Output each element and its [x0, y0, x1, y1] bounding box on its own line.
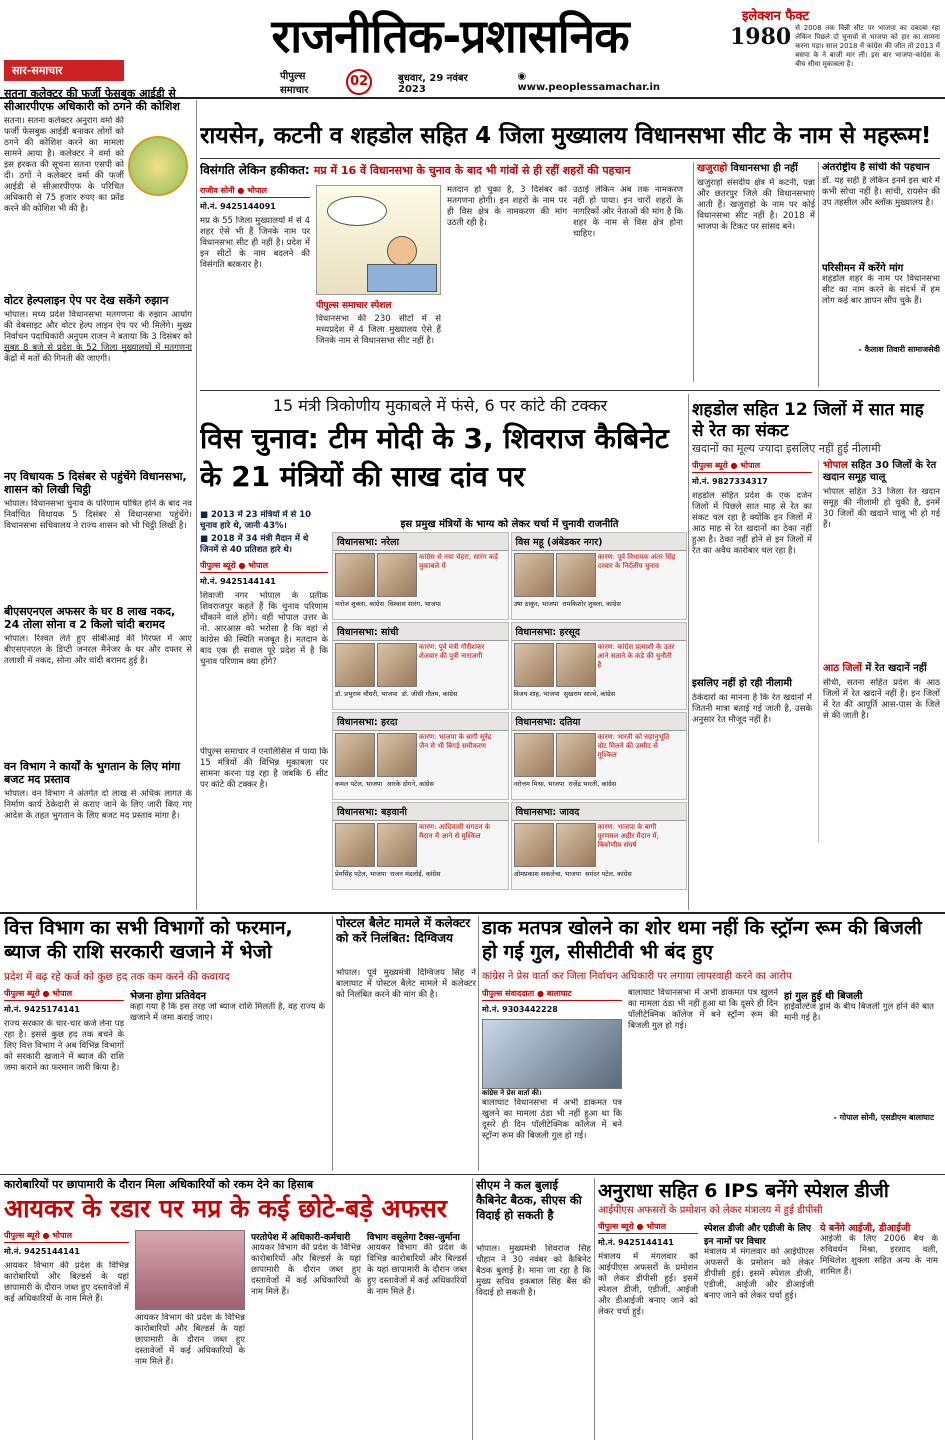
story-new-mla	[4, 470, 192, 609]
story-headline: पोस्टल बैलेट मामले में कलेक्टर को करें निलंबित: दिग्विजय	[336, 916, 471, 945]
seat-name: विधानसभा: नरेला	[333, 533, 508, 551]
story-body: राज्य सरकार के चार-चार कर्ज लेना पड़ रहा है। इससे कुछ हद तक बचने के लिए वित्त विभाग ने अब विभिन्न विभागों को सरकारी खजाने में ब्याज की राशि जमा कराने का फरमान जारी किया है।	[4, 1019, 124, 1073]
story-body: सतना। सतना कलेक्टर अनुराग वर्मा की फर्जी फेसबुक आईडी बनाकर लोगों को ठगने की कोशिश करने का मामला सामने आया है। कलेक्टर ने वर्मा को इस हरकत की सूचना सतना एसपी को दी। ठगों ने कलेक्टर वर्मा की फर्जी आईडी से सीआरपीएफ के परिचित अधिकारी से 75 हजार रुपए का फ्रॉड करने की कोशिश भी की है।	[4, 116, 124, 214]
candidate-name: समंदर पटेल, कांग्रेस	[585, 870, 632, 878]
income-tax-story	[4, 1178, 469, 1440]
story-headline: मप्र में 16 वें विधानसभा के चुनाव के बाद भी गांवों से ही रहीं शहरों की पहचान	[313, 164, 631, 177]
seat-name: विधानसभा: हरसूद	[512, 623, 687, 641]
ministers-grid-box	[332, 516, 687, 906]
story-kicker: 15 मंत्री त्रिकोणीय मुकाबले में फंसे, 6 पर कांटे की टक्कर	[272, 396, 608, 415]
subhead: भेजना होगा प्रतिवेदन	[130, 991, 207, 1002]
candidate-name: विश्वास सारंग, भाजपा	[388, 600, 441, 608]
subhead: ये बनेंगे आईजी, डीआईजी	[820, 1223, 911, 1234]
story-headline: सतना कलेक्टर की फर्जी फेसबुक आईडी से सीआरपीएफ अधिकारी को ठगने की कोशिश	[4, 87, 180, 113]
ips-promotion-story	[598, 1178, 940, 1440]
website-link[interactable]: ◉ www.peoplessamachar.in	[517, 71, 661, 93]
mobile-number: मो.नं. 9303442228	[482, 1005, 558, 1014]
seat-card	[332, 532, 509, 620]
story-forest	[4, 760, 192, 909]
seat-note: कारण: भारती को सहानुभूति वोट मिलने की उम्मीद से मुश्किल	[597, 733, 670, 759]
story-headline: आयकर के रडार पर मप्र के कई छोटे-बड़े अफसर	[4, 1194, 448, 1223]
candidate-name: विजय शाह, भाजपा	[513, 690, 560, 698]
byline: पीपुल्स ब्यूरो ● भोपाल	[4, 1230, 129, 1243]
candidate-photo	[377, 823, 417, 867]
story-body: शहडोल सहित प्रदेश के एक दर्जन जिलों में पिछले सात माह से रेत का संकट चल रहा है क्योंकि इन जिलों में आठ माह से रेत खदानों का ठेका नहीं हुआ है। ठेका नहीं होने से इन जिलों में रेत का अवैध कारोबार चल रहा है।	[692, 491, 812, 556]
story-body: मतदान हो चुका है, 3 दिसंबर को मतगणना होगी। इन शहरों के नाम पर ही विस क्षेत्र के नामकरण की मांग उठती रही है।	[447, 185, 567, 228]
mobile-number: मो.नं. 9425144091	[200, 202, 276, 211]
candidate-photo	[556, 823, 596, 867]
seat-card	[332, 622, 509, 710]
story-headline: अनुराधा सहित 6 IPS बनेंगे स्पेशल डीजी	[598, 1180, 889, 1202]
seat-name: विधानसभा: दतिया	[512, 713, 687, 731]
byline: राजीव सोनी ● भोपाल	[200, 185, 310, 198]
seat-name: विधानसभा: सांची	[333, 623, 508, 641]
strongroom-story	[482, 916, 940, 1171]
story-body: आयकर विभाग की प्रदेश के विभिन्न कारोबारियों और बिल्डर्स के यहां छापामारी के दौरान जब्त हुए दस्तावेजों में कई अधिकारियों के नाम मिले हैं।	[251, 1243, 361, 1297]
story-headline: अंतर्राष्ट्रीय है सांची की पहचान	[822, 162, 930, 173]
candidate-photo	[556, 553, 596, 597]
publisher-name: पीपुल्स समाचार	[280, 71, 309, 96]
election-fact-box	[730, 6, 940, 76]
side-headline: सहित 30 जिलों के रेत खदान समूह चालू	[823, 460, 937, 483]
press-conference-photo	[482, 1019, 622, 1089]
story-body: शिवाजी नगर भोपाल के प्रतीक शिवराजपुर कहते हैं कि चुनाव परिणाम चौंकाने वाले होंगे। वहीं भोपाल उत्तर के नो. आरआस को भरोसा है कि वहां से कांग्रेस की स्थिति मजबूत है। मतदान के बाद एक ही सवाल पूरे प्रदेश में है कि चुनाव परिणाम क्या होंगे?	[200, 591, 328, 667]
story-body: सीधी, सतना सहित प्रदेश के आठ जिलों में रेत खदानें नहीं हैं। इन जिलों में रेत की आपूर्ति आस-पास के जिले से की जाती है।	[823, 678, 940, 721]
story-body: मंत्रालय में मंगलवार को आईपीएस अफसरों के प्रमोशन को लेकर डीपीसी हुई। इसमें स्पेशल डीजी, एडीजी, आईजी और डीआईजी बनाए जाने को लेकर चर्चा हुई।	[704, 1247, 814, 1301]
seat-card	[511, 712, 688, 800]
seat-note: कांग्रेस से नया चेहरा, सारंग कड़ें मुकाबले में	[419, 553, 499, 570]
candidate-photo	[377, 553, 417, 597]
story-body: बालाघाट विधानसभा में अभी डाकमत पत्र खुलने का मामला ठंडा भी नहीं हुआ था कि दूसरे ही दिन पॉलीटेक्निक कॉलेज में बने स्ट्रॉन्ग रूम की बिजली गुल हो गई।	[482, 1098, 622, 1141]
candidate-photo	[556, 733, 596, 777]
candidate-photo	[514, 553, 554, 597]
election-fact-text: से 2008 तक विन्नी सीट पर भाजपा का दबदबा रहा लेकिन पिछले दो चुनावों से भाजपा को हार का सामना करना पड़ा। साल 2018 में कांग्रेस की जीत तो 2013 में बसपा के ने बाजी मार ली। इस बार भाजपा-कांग्रेस के बीच सीधा मुकाबला है।	[795, 24, 940, 68]
story-body: भोपाल सहित 33 जिला रेत खदान समूह की नीलामी हो चुकी है, इनमें 30 जिलों की खदानें चालू भी हो गई हैं।	[823, 487, 940, 530]
story-body: पीपुल्स समाचार ने एनालिसिस में पाया कि 15 मंत्रियों की विभिन्न मुकाबला पर सामना करना पड़ रहा है जबकि 6 सीट पर कांटे की टक्कर है।	[200, 747, 328, 790]
story-body: मप्र के 55 जिला मुख्यालयों में से 4 शहर ऐसे भी हैं जिनके नाम पर विधानसभा सीट ही नहीं है। प्रदेश में इन सीटों के नाम बदलने की विसंगति बरकरार है।	[200, 216, 310, 270]
satna-logo-image	[128, 136, 188, 196]
story-subhead: प्रदेश में बढ़ रहे कर्ज को कुछ हद तक कम करने की कवायद	[4, 971, 230, 983]
postal-ballot-story	[336, 916, 476, 1171]
mobile-number: मो.नं. 9425174141	[4, 1005, 80, 1014]
ministers-left-text	[200, 510, 328, 910]
cartoon-illustration	[316, 185, 441, 295]
subhead: स्पेशल डीजी और एडीजी के लिए इन नामों पर विचार	[704, 1224, 811, 1247]
quote-sign: - गोपाल सोनी, एसडीएम बालाघाट	[833, 1113, 934, 1122]
mobile-number: मो.नं. 9827334317	[692, 477, 768, 486]
subhead: हां गुल हुई थी बिजली	[784, 991, 863, 1002]
candidate-name: डॉ. जीसी गौतम, कांग्रेस	[401, 690, 458, 698]
candidate-name: मनोज शुक्ला, कांग्रेस	[335, 600, 384, 608]
subhead: परिसीमन में करेंगे मांग	[822, 263, 904, 274]
subhead: परतोपेश में अधिकारी-कर्मचारी	[251, 1233, 351, 1243]
story-bsnl	[4, 605, 192, 744]
edition-date: बुधवार, 29 नवंबर 2023	[398, 72, 468, 95]
grid-title: इस प्रमुख मंत्रियों के भाग्य को लेकर चर्चा में चुनावी राजनीति	[400, 519, 619, 530]
candidate-name: रामकिशोर शुक्ला, कांग्रेस	[562, 600, 621, 608]
seat-card	[511, 802, 688, 890]
seat-name: विधानसभा: बड़वानी	[333, 803, 508, 821]
income-tax-building-photo	[135, 1230, 245, 1310]
finance-story	[4, 916, 329, 1171]
story-headline: नए विधायक 5 दिसंबर से पहुंचेंगे विधानसभा, शासन को लिखी चिट्ठी	[4, 470, 187, 496]
candidate-name: आरके दोगने, कांग्रेस	[386, 780, 434, 788]
seat-card	[511, 622, 688, 710]
sanchi-identity-box	[822, 162, 940, 387]
seat-name: विधानसभा: जावद	[512, 803, 687, 821]
candidate-name: नरोत्तम मिश्रा, भाजपा	[513, 780, 565, 788]
page-masthead	[230, 8, 670, 98]
mobile-number: मो.नं. 9425144141	[598, 1238, 674, 1247]
candidate-photo	[514, 733, 554, 777]
story-headline: डाक मतपत्र खोलने का शोर थमा नहीं कि स्ट्रॉन्ग रूम की बिजली हो गई गुल, सीसीटीवी भी बंद हुए	[482, 917, 922, 963]
story-headline: विस चुनाव: टीम मोदी के 3, शिवराज कैबिनेट के 21 मंत्रियों की साख दांव पर	[200, 422, 669, 493]
seat-note: कारण: कांग्रेस प्रत्याशी के उतर आने सताने के कंडे की चुनौती है	[597, 643, 675, 669]
story-body: भोपाल। मुख्यमंत्री शिवराज सिंह चौहान ने 30 नवंबर को कैबिनेट बैठक बुलाई है। माना जा रहा है कि मुख्य सचिव इकबाल सिंह बैंस की विदाई हो सकती है।	[476, 1244, 591, 1298]
story-body: भोपाल। विधानसभा चुनाव के परिणाम घोषित होने के बाद नव निर्वाचित विधायक 5 दिसंबर से विधानसभा पहुंचेंगे। विधानसभा सचिवालय ने राज्य शासन को भी चिट्ठी लिखी है।	[4, 499, 192, 531]
bullet-1: ■ 2013 में 23 मंत्रियों में से 10 चुनाव हारे थे, जानी 43%।	[200, 510, 312, 531]
story-body: आयकर विभाग की प्रदेश के विभिन्न कारोबारियों और बिल्डर्स के यहां छापामारी के दौरान जब्त हुए दस्तावेजों में कई अधिकारियों के नाम मिले हैं।	[135, 1313, 245, 1367]
candidate-photo	[514, 823, 554, 867]
seat-card	[332, 802, 509, 890]
candidate-name: सुखराम साल्वे, कांग्रेस	[563, 690, 616, 698]
seat-card	[511, 532, 688, 620]
candidate-photo	[556, 643, 596, 687]
khajuraho-story	[697, 162, 815, 387]
story-body: खजुराहो संसदीय क्षेत्र में कटनी, पन्ना और छतरपुर जिले की विधानसभाएं आती हैं। खजुराहो के नाम पर कोई विधानसभा सीट नहीं है। 2018 में भाजपा के टिकट पर सांसद बने।	[697, 178, 815, 232]
section-header-saar: सार-समाचार	[4, 60, 124, 81]
seat-name: विधानसभा: हरदा	[333, 713, 508, 731]
story-body: मंत्रालय में मंगलवार को आईपीएस अफसरों के प्रमोशन को लेकर डीपीसी हुई। इसमें स्पेशल डीजी, एडीजी, आईजी और डीआईजी बनाए जाने को लेकर चर्चा हुई।	[598, 1252, 698, 1317]
visangati-story	[200, 162, 690, 432]
story-headline: बीएसएनएल अफसर के घर 8 लाख नकद, 24 तोला सोना व 2 किलो चांदी बरामद	[4, 605, 176, 631]
candidate-photo	[335, 733, 375, 777]
top-banner-headline: रायसेन, कटनी व शहडोल सहित 4 जिला मुख्यालय विधानसभा सीट के नाम से महरूम!	[200, 123, 932, 149]
story-body: बालाघाट विधानसभा में अभी डाकमत पत्र खुलने का मामला ठंडा भी नहीं हुआ था कि दूसरे ही दिन पॉलीटेक्निक कॉलेज में बने स्ट्रॉन्ग रूम की बिजली गुल हो गई।	[628, 988, 778, 1031]
story-headline: विधानसभा ही नहीं	[730, 163, 798, 174]
story-tag: खजुराहो	[697, 163, 728, 174]
photo-caption: कांग्रेस ने प्रेस वार्ता की।	[482, 1089, 542, 1097]
story-subhead: कांग्रेस ने प्रेस वार्ता कर जिला निर्वाचन अधिकारी पर लगाया लापरवाही करने का आरोप	[482, 971, 792, 982]
election-fact-year: 1980	[730, 24, 792, 50]
story-headline: सीएम ने कल बुलाई कैबिनेट बैठक, सीएस की विदाई हो सकती है	[476, 1178, 582, 1222]
story-body: आयकर विभाग की प्रदेश के विभिन्न कारोबारियों और बिल्डर्स के यहां छापामारी के दौरान जब्त हुए दस्तावेजों में कई अधिकारियों के नाम मिले हैं।	[4, 1261, 129, 1304]
candidate-photo	[335, 643, 375, 687]
side-tag: आठ जिलों	[823, 663, 862, 674]
story-headline: वित्त विभाग का सभी विभागों को फरमान, ब्याज की राशि सरकारी खजाने में भेजो	[4, 917, 293, 963]
story-body: भोपाल। पूर्व मुख्यमंत्री दिग्विजय सिंह ने बालाघाट में पोस्टल बैलेट मामले में कलेक्टर को निलंबित करने की मांग की है।	[336, 968, 476, 1000]
seat-note: कारण: भाजपा के बागी पूरणमल अहीर मैदान में, त्रिकोणीय संघर्ष	[597, 823, 659, 849]
story-body: आईजी के लिए 2006 बैच के रुचिवर्धन मिश्रा, इरशाद वली, मिथिलेश शुक्ला सहित अन्य के नाम शामिल हैं।	[820, 1234, 938, 1277]
candidate-name: ओमप्रकाश सकलेचा, भाजपा	[513, 870, 582, 878]
bullet-2: ■ 2018 में 34 मंत्री मैदान में थे जिनमें से 40 प्रतिशत हारे थे।	[200, 534, 309, 555]
page-number-badge: 02	[346, 69, 372, 95]
seat-card	[332, 712, 509, 800]
candidate-name: राजन मंडलोई, कांग्रेस	[390, 870, 441, 878]
story-body: भोपाल। वन विभाग ने अंतर्गत दो लाख से अधिक लागत के निर्माण कार्य ठेकेदारी से कराए जाने के लिए जारी किए गए आदेश के तहत भुगतान के लिए बजट मद प्रस्ताव मांगा है।	[4, 789, 192, 821]
seat-note: कारण: पूर्व मंत्री गौरीशंकर शेजवार की पुत्री नाराजगी	[419, 643, 485, 660]
story-body: शहडोल शहर के नाम पर विधानसभा सीट का नाम करने के संदर्भ में हम लोग कई बार ज्ञापन सौंप चुके हैं।	[822, 274, 940, 306]
candidate-photo	[514, 643, 554, 687]
byline: पीपुल्स ब्यूरो ● भोपाल	[4, 988, 124, 1001]
story-body: आयकर विभाग की प्रदेश के विभिन्न कारोबारियों और बिल्डर्स के यहां छापामारी के दौरान जब्त हुए दस्तावेजों में कई अधिकारियों के नाम मिले हैं।	[367, 1243, 467, 1297]
candidate-name: उषा ठाकुर, भाजपा	[513, 600, 559, 608]
globe-icon: ◉	[517, 71, 527, 82]
seat-note: कारण: आदिवासी संगठन के मैदान में आने से मुश्किल	[419, 823, 491, 840]
special-tag: पीपुल्स समाचार स्पेशल	[316, 301, 392, 311]
story-body: भोपाल। मध्य प्रदेश विधानसभा मतगणना के रुझान आयोग की वेबसाइट और वोटर हेल्प लाइन ऐप पर भी मिलेंगे। मुख्य निर्वाचन पदाधिकारी अनुपम राजन ने बताया कि 3 दिसंबर को सुबह 8 बजे से प्रदेश के 52 जिला मुख्यालयों में मतगणना केंद्रों में मतों की गिनती की जाएगी।	[4, 310, 192, 364]
election-fact-label: इलेक्शन फैक्ट	[742, 9, 810, 24]
story-body: डॉ. यह सही है लेकिन इनमें इस बारे में कभी सोचा नहीं है। सांची, रायसेन की उप तहसील और ब्लॉक मुख्यालय है।	[822, 176, 940, 208]
story-satna	[4, 87, 192, 326]
seat-note: कारण: भाजपा के बागी सुरेंद्र जैन से भी बिगड़े समीकरण	[419, 733, 492, 750]
quote-sign: - कैलाश तिवारी सामाजसेवी	[858, 345, 940, 354]
byline: पीपुल्स ब्यूरो ● भोपाल	[692, 460, 812, 473]
side-headline: में रेत खदानें नहीं	[865, 663, 927, 674]
story-body: विधानसभा की 230 सीटों में से मध्यप्रदेश में 4 जिला मुख्यालय ऐसे हैं जिनके नाम से विधानसभा सीट नहीं है।	[316, 314, 441, 346]
story-headline: वोटर हेल्पलाइन ऐप पर देख सकेंगे रुझान	[4, 294, 169, 307]
story-headline: शहडोल सहित 12 जिलों में सात माह से रेत का संकट	[692, 400, 924, 441]
story-kicker: विसंगति लेकिन हकीकत:	[200, 163, 310, 177]
story-body: कहा गया है कि इस तरह जो ब्याज राशि मिलती है, वह राज्य के खजाने में जमा कराई जाए।	[130, 1002, 325, 1023]
side-tag: भोपाल	[823, 460, 848, 471]
subhead: इसलिए नहीं हो रही नीलामी	[692, 678, 792, 689]
candidate-name: प्रेमसिंह पटेल, भाजपा	[335, 870, 387, 878]
story-subhead: आईपीएस अफसरों के प्रमोशन को लेकर मंत्रालय में हुई डीपीसी	[598, 1205, 823, 1216]
candidate-photo	[335, 823, 375, 867]
mobile-number: मो.नं. 9425144141	[4, 1247, 80, 1256]
candidate-photo	[377, 643, 417, 687]
story-body: हाईवोल्टेज ड्रामे के बीच बिजली गुल होने की बात मानी गई है।	[784, 1002, 934, 1023]
candidate-name: कमल पटेल, भाजपा	[335, 780, 383, 788]
story-voter-helpline	[4, 294, 192, 470]
byline: पीपुल्स संवाददाता ● बालाघाट	[482, 988, 622, 1001]
page-title: राजनीतिक-प्रशासनिक	[271, 9, 629, 63]
subhead: विभाग वसूलेगा टैक्स-जुर्माना	[367, 1233, 460, 1243]
shahdol-story	[692, 400, 940, 910]
byline: पीपुल्स ब्यूरो ● भोपाल	[200, 560, 328, 573]
seat-name: विस महू (अंबेडकर नगर)	[512, 533, 687, 551]
story-body: उठाई लेकिन अब तक नामकरण नहीं हो पाया। इन चारों शहरों के नागरिकों और नेताओं की मांग है कि शहर के नाम से विस क्षेत्र होना चाहिए।	[573, 185, 683, 239]
candidate-name: डॉ. प्रभुराम चौधरी, भाजपा	[335, 690, 398, 698]
story-subhead: खदानों का मूल्य ज्यादा इसलिए नहीं हुई नीलामी	[692, 442, 881, 455]
candidate-photo	[335, 553, 375, 597]
candidate-name: राजेंद्र भारती, कांग्रेस	[568, 780, 617, 788]
cabinet-meeting-story	[476, 1178, 591, 1440]
story-body: ठेकेदारों का मानना है कि रेत खदानों में जितनी मात्रा बताई गई जाती है, उसके अनुसार रेत मौजूद नहीं है।	[692, 693, 812, 725]
left-news-column	[4, 60, 192, 910]
story-body: भोपाल। रिश्वत लेते हुए सीबीआई की गिरफ्त में आए बीएसएनएल के डिप्टी जनरल मैनेजर के घर और दफ्तर से तलाशी में नकद, सोना और चांदी बरामद हुई है।	[4, 634, 192, 666]
byline: पीपुल्स ब्यूरो ● भोपाल	[598, 1221, 698, 1234]
story-kicker: कारोबारियों पर छापामारी के दौरान मिला अधिकारियों को रकम देने का हिसाब	[4, 1178, 314, 1191]
story-headline: वन विभाग ने कार्यों के भुगतान के लिए मांगा बजट मद प्रस्ताव	[4, 760, 181, 786]
seat-note: कारण: पूर्व विधायक अंतर सिंह दरबार के निर्दलीय चुनाव	[597, 553, 676, 570]
candidate-photo	[377, 733, 417, 777]
mobile-number: मो.नं. 9425144141	[200, 577, 276, 586]
